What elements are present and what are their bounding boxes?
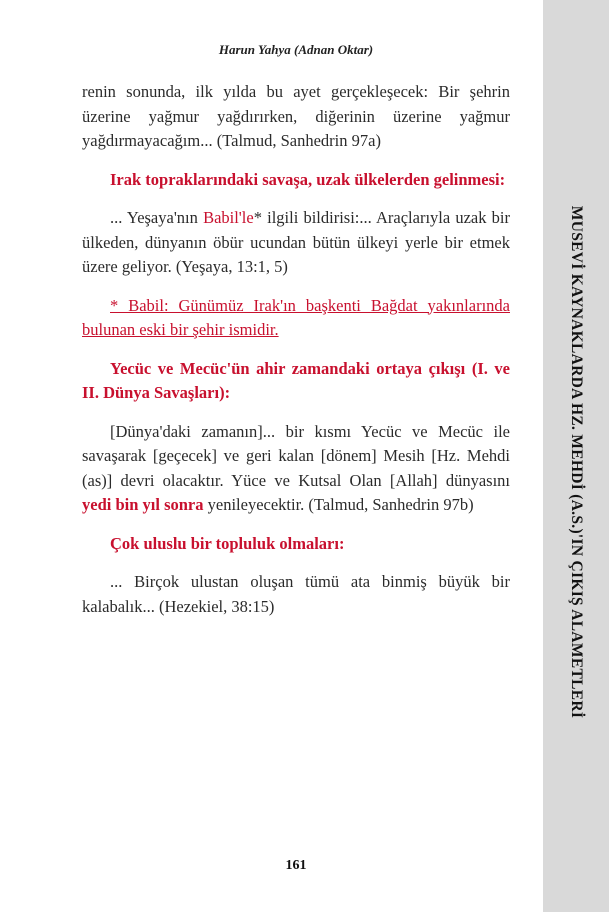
highlight-babil: Babil'le xyxy=(203,208,254,227)
paragraph-continuation: renin sonunda, ilk yılda bu ayet gerçekleşecek: Bir şehrin üzerine yağmur yağdırırken, diğerinin üzerine yağmur yağdırmayacağım... (Talmud, Sanhedrin 97a) xyxy=(82,82,510,150)
paragraph-ezekiel: ... Birçok ulustan oluşan tümü ata binmiş büyük bir kalabalık... (Hezekiel, 38:15) xyxy=(82,572,510,616)
section-heading-multinational: Çok uluslu bir topluluk olmaları: xyxy=(110,533,345,553)
section-heading-gog-magog: Yecüc ve Mecüc'ün ahir zamandaki ortaya çıkışı (I. ve II. Dünya Savaşları): xyxy=(82,358,510,402)
highlight-seven-thousand-years: yedi bin yıl sonra xyxy=(82,495,204,514)
footnote-babil: * Babil: Günümüz Irak'ın başkenti Bağdat yakınlarında bulunan eski bir şehir ismidir. xyxy=(82,295,510,339)
text-run: [Dünya'daki zamanın]... bir kısmı Yecüc ve Mecüc ile savaşarak [geçecek] ve geri kalan [dönem] Mesih [Hz. Mehdi (as)] devri olacaktır. Yüce ve Kutsal Olan [Allah] dünyasını xyxy=(82,421,510,490)
chapter-title-vertical: MUSEVİ KAYNAKLARDA HZ. MEHDİ (A.S.)'IN ÇIKIŞ ALAMETLERİ xyxy=(568,205,585,719)
page-body xyxy=(82,80,510,633)
text-run: yenileyecektir. (Talmud, Sanhedrin 97b) xyxy=(203,495,474,514)
paragraph-talmud-97b xyxy=(82,420,510,518)
section-heading-iraq-war: Irak topraklarındaki savaşa, uzak ülkelerden gelinmesi: xyxy=(110,169,506,189)
paragraph-isaiah xyxy=(82,206,510,280)
page-number: 161 xyxy=(285,858,307,873)
text-run: * ilgili bildirisi:... Araçlarıyla uzak bir ülkeden, dünyanın öbür ucundan bütün ülkeyi yerle bir etmek üzere geliyor. (Yeşaya, 13:1, 5) xyxy=(82,208,511,276)
text-run: ... Yeşaya'nın xyxy=(110,208,204,227)
chapter-sidebar xyxy=(543,0,609,912)
running-header: Harun Yahya (Adnan Oktar) xyxy=(218,42,374,57)
